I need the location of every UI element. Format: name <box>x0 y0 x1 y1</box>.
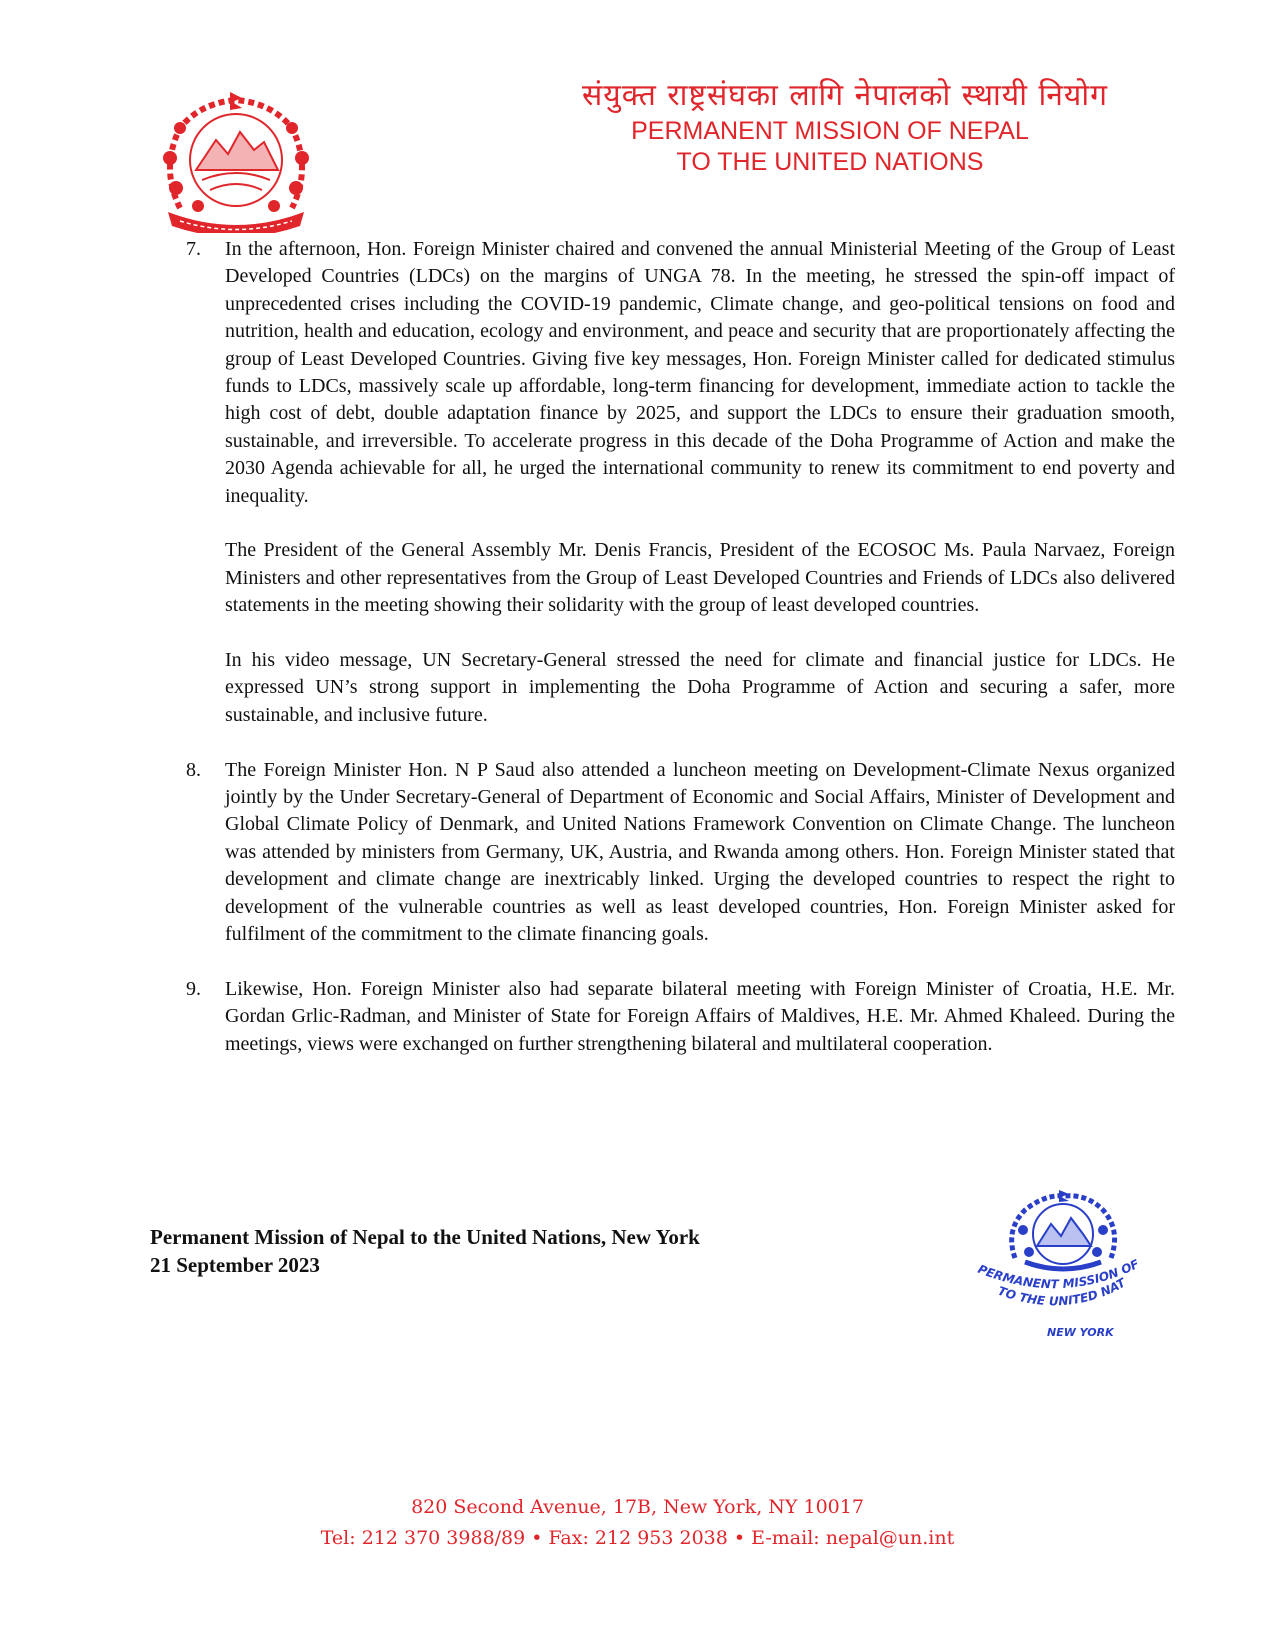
paragraph-number: 8. <box>186 758 201 781</box>
document-body <box>180 236 1175 1058</box>
letterhead-english-line2: TO THE UNITED NATIONS <box>676 148 984 176</box>
paragraph-9 <box>180 976 1175 1058</box>
signature-block <box>150 1223 700 1279</box>
paragraph-number: 9. <box>186 977 201 1000</box>
letterhead-nepali-title: संयुक्त राष्ट्रसंघका लागि नेपालको स्थायी नियोग <box>582 78 1108 113</box>
footer-contact: Tel: 212 370 3988/89 • Fax: 212 953 2038 • E-mail: nepal@un.int <box>320 1527 955 1549</box>
paragraph-8 <box>180 757 1175 949</box>
footer <box>0 1492 1275 1554</box>
paragraph-text: In the afternoon, Hon. Foreign Minister chaired and convened the annual Ministerial Meeting of the Group of Least Developed Countries (LDCs) on the margins of UNGA 78. In the meeting, he stressed the spin-off impact of unprecedented crises including the COVID-19 pandemic, Climate change, and geo-political tensions on food and nutrition, health and education, ecology and environment, and peace and security that are proportionately affecting the group of Least Developed Countries. Giving five key messages, Hon. Foreign Minister called for dedicated stimulus funds to LDCs, massively scale up affordable, long-term financing for development, immediate action to tackle the high cost of debt, double adaptation finance by 2025, and support the LDCs to ensure their graduation smooth, sustainable, and irreversible. To accelerate progress in this decade of the Doha Programme of Action and make the 2030 Agenda achievable for all, he urged the international community to renew its commitment to end poverty and inequality. <box>225 238 1175 507</box>
paragraph-7 <box>180 236 1175 510</box>
stamp-text-line3: NEW YORK <box>1047 1326 1114 1339</box>
signature-organization: Permanent Mission of Nepal to the United Nations, New York <box>150 1225 700 1249</box>
nepal-coat-of-arms-icon <box>150 88 322 233</box>
letterhead-english-line1: PERMANENT MISSION OF NEPAL <box>631 117 1029 145</box>
footer-address: 820 Second Avenue, 17B, New York, NY 10017 <box>411 1496 864 1518</box>
letterhead <box>470 76 1190 178</box>
paragraph-7-continuation-1: The President of the General Assembly Mr. Denis Francis, President of the ECOSOC Ms. Paula Narvaez, Foreign Ministers and other representatives from the Group of Least Developed Countries and Friends of LDCs also delivered statements in the meeting showing their solidarity with the group of least developed countries. <box>225 539 1175 617</box>
signature-date: 21 September 2023 <box>150 1253 320 1277</box>
mission-stamp-icon <box>975 1190 1150 1350</box>
paragraph-7-continuation-2: In his video message, UN Secretary-General stressed the need for climate and financial justice for LDCs. He expressed UN’s strong support in implementing the Doha Programme of Action and securing a safer, more sustainable, and inclusive future. <box>225 649 1175 726</box>
paragraph-text: The Foreign Minister Hon. N P Saud also attended a luncheon meeting on Development-Climate Nexus organized jointly by the Under Secretary-General of Department of Economic and Social Affairs, Minister of Development and Global Climate Policy of Denmark, and United Nations Framework Convention on Climate Change. The luncheon was attended by ministers from Germany, UK, Austria, and Rwanda among others. Hon. Foreign Minister stated that development and climate change are inextricably linked. Urging the developed countries to respect the right to development of the vulnerable countries as well as least developed countries, Hon. Foreign Minister asked for fulfilment of the commitment to the climate financing goals. <box>225 758 1175 946</box>
paragraph-text: Likewise, Hon. Foreign Minister also had separate bilateral meeting with Foreign Minister of Croatia, H.E. Mr. Gordan Grlic-Radman, and Minister of State for Foreign Affairs of Maldives, H.E. Mr. Ahmed Khaleed. During the meetings, views were exchanged on further strengthening bilateral and multilateral cooperation. <box>225 977 1175 1055</box>
stamp-text-line1: PERMANENT MISSION OF <box>975 1256 1142 1292</box>
stamp-text-line2: TO THE UNITED NAT <box>996 1275 1128 1309</box>
paragraph-number: 7. <box>186 238 201 260</box>
